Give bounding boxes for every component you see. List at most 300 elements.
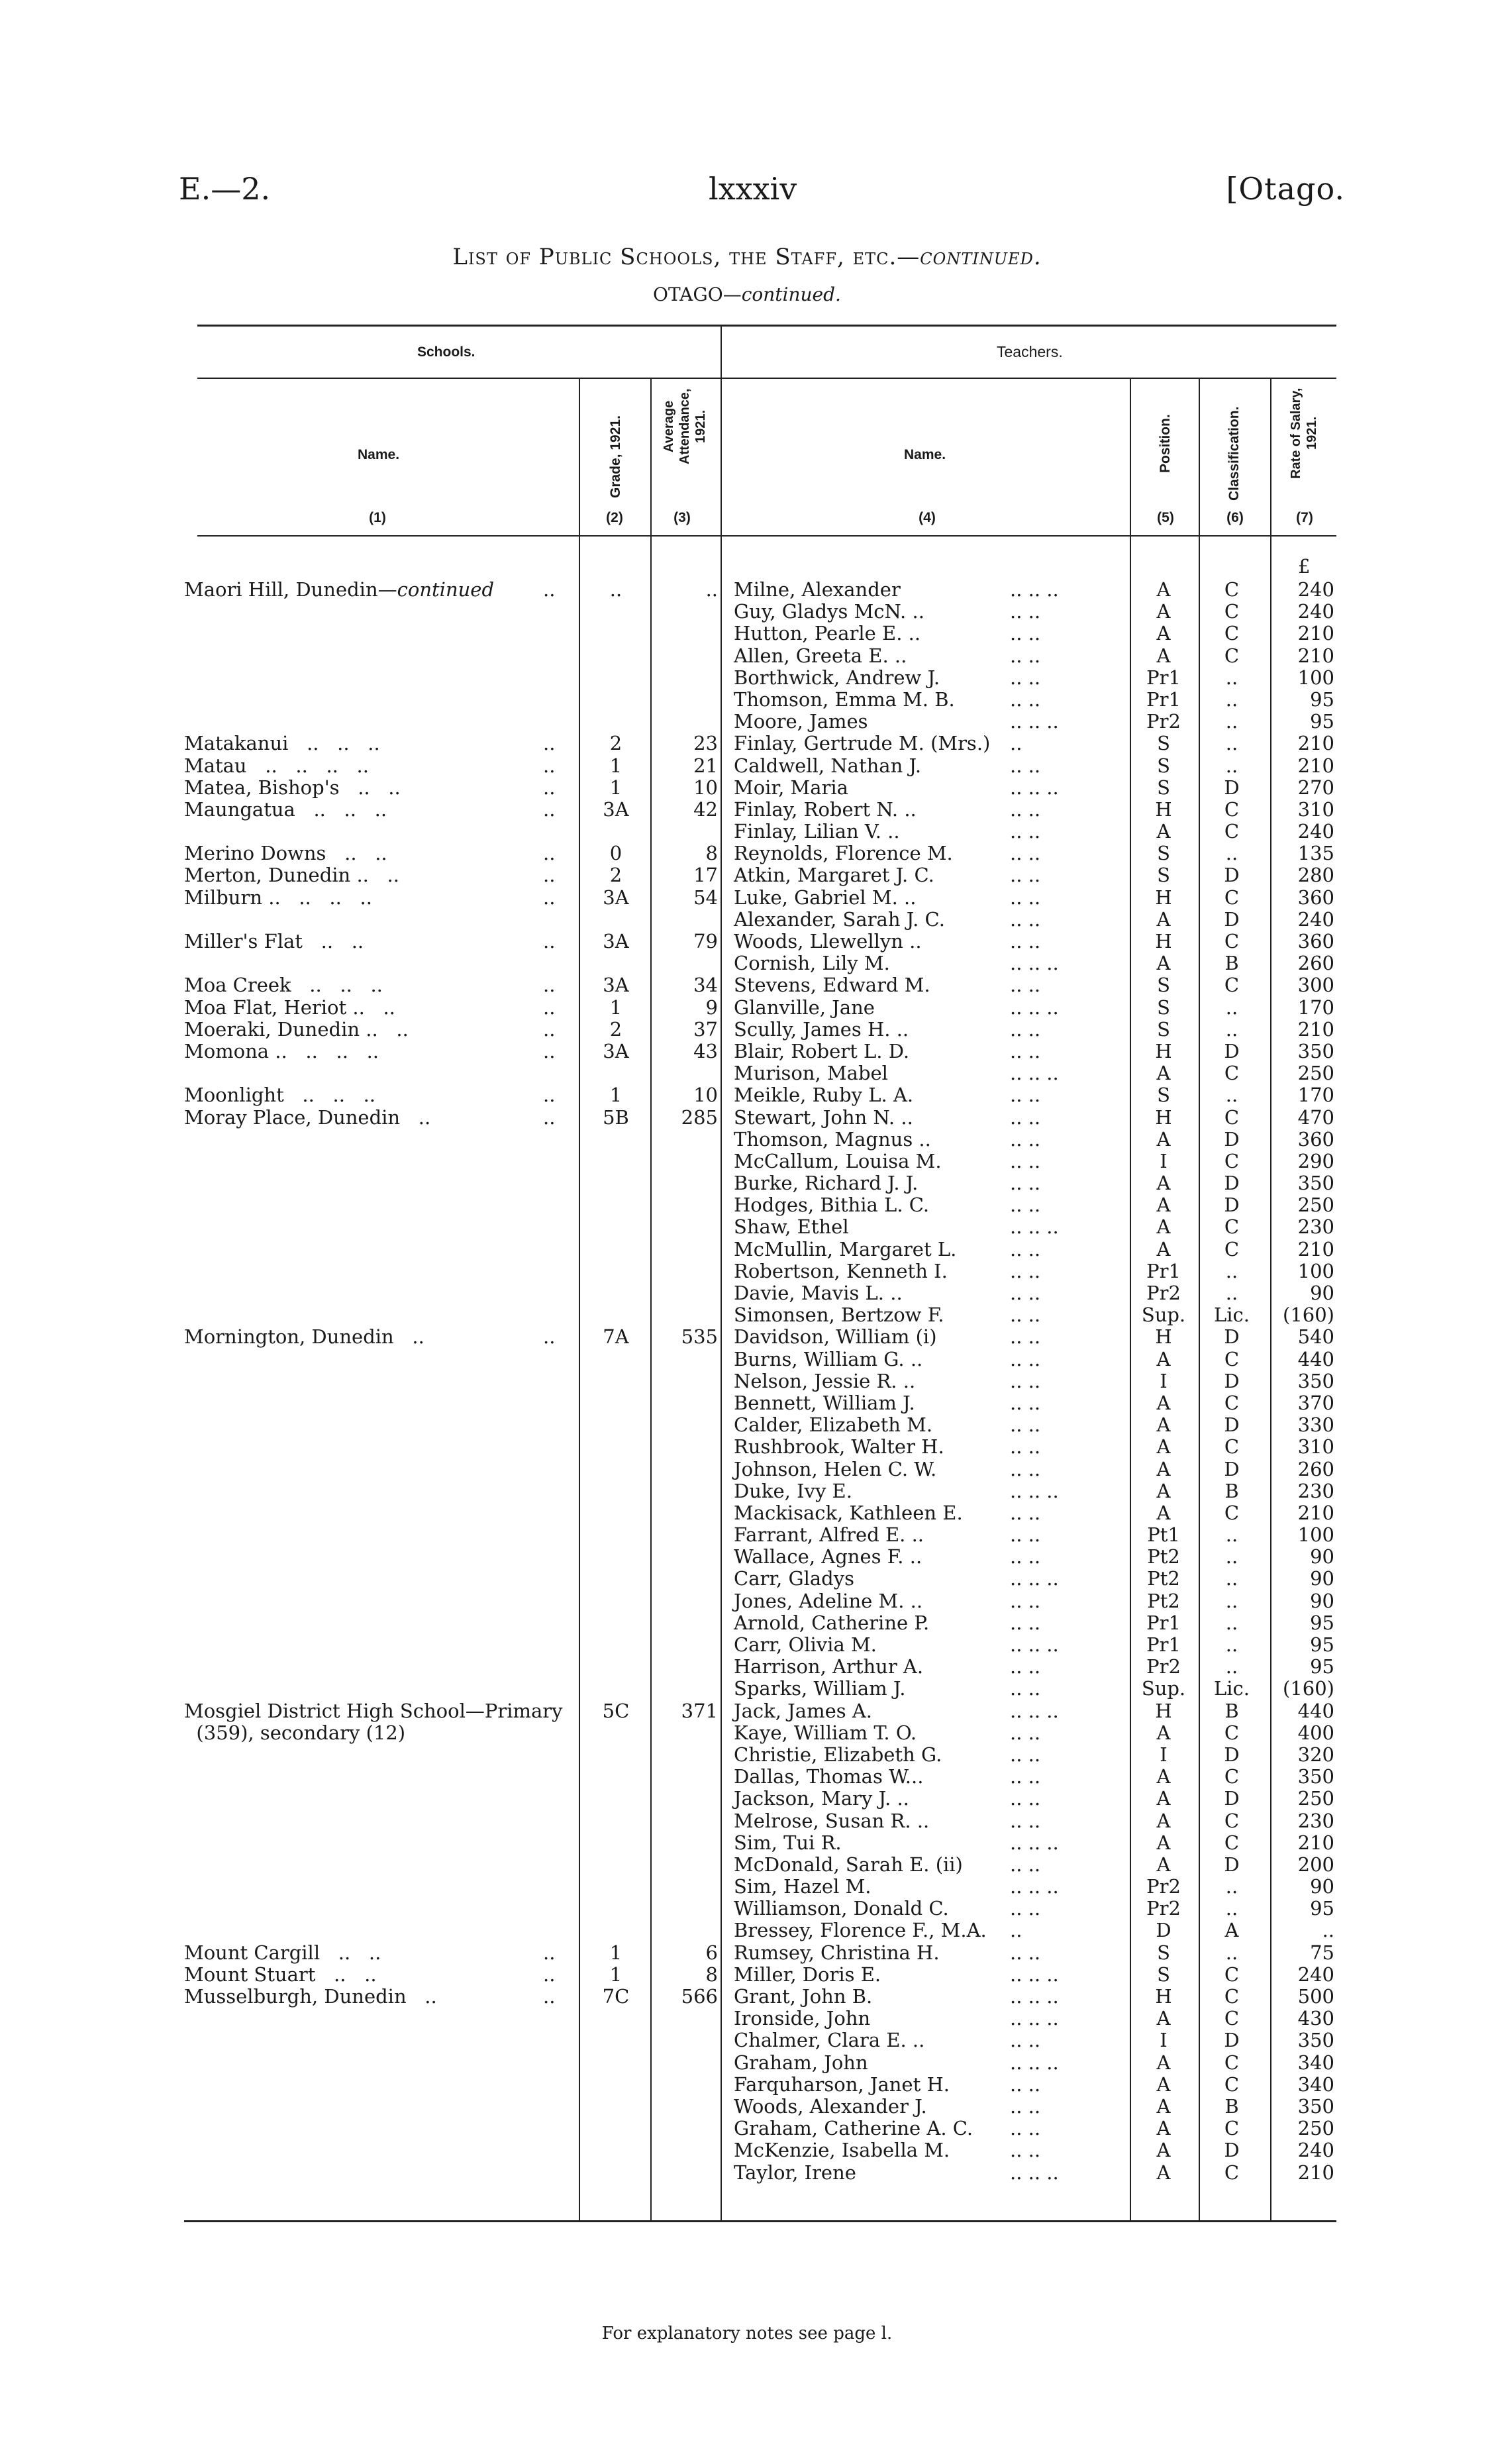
teacher-name-cell: Mackisack, Kathleen E. [734,1501,963,1524]
salary-cell: 210 [1297,1017,1334,1041]
table-row [0,2008,1494,2029]
salary-cell: .. [1322,1919,1334,1942]
table-bottom-rule [184,2220,1336,2222]
grade-cell: 1 [609,996,622,1019]
position-cell: A [1156,1194,1171,1217]
position-cell: H [1155,1105,1172,1129]
classification-cell: D [1224,2139,1240,2162]
position-cell: Pr1 [1146,666,1181,689]
classification-cell: C [1224,622,1240,645]
table-row [0,2074,1494,2096]
teacher-name-cell: Shaw, Ethel [734,1215,849,1239]
salary-cell: 250 [1297,1062,1334,1085]
position-cell: Pr2 [1146,710,1181,733]
school-name-cell: Moa Flat, Heriot .. .. [184,996,395,1019]
teacher-name-cell: Carr, Gladys [734,1567,855,1590]
attendance-cell: 8 [705,842,718,865]
table-row [0,864,1494,886]
attendance-cell: 42 [693,797,718,821]
teachers-group-header: Teachers. [997,343,1063,360]
position-cell: A [1156,1809,1171,1832]
classification-cell: C [1224,1809,1240,1832]
leader-dots: .. [543,974,556,997]
attendance-cell: 10 [693,776,718,799]
table-row [0,1260,1494,1282]
salary-cell: (160) [1283,1304,1334,1327]
table-row [0,1722,1494,1744]
leader-dots: .. .. .. [1010,1831,1059,1854]
salary-cell: 350 [1297,1039,1334,1062]
teacher-name-cell: Duke, Ivy E. [734,1479,852,1502]
attendance-cell: 566 [681,1985,718,2008]
leader-dots: .. .. [1010,2139,1041,2162]
table-row [0,2096,1494,2118]
teacher-name-cell: Stevens, Edward M. [734,974,930,997]
leader-dots: .. .. [1010,1677,1041,1700]
school-name-cell: Merino Downs .. .. [184,842,387,865]
teacher-name-cell: Carr, Olivia M. [734,1633,877,1656]
table-row [0,623,1494,644]
position-cell: H [1155,930,1172,952]
classification-cell: .. [1225,996,1238,1019]
teacher-name-cell: Finlay, Gertrude M. (Mrs.) [734,732,991,755]
classification-cell: C [1224,2117,1240,2140]
header-bottom-rule [197,535,1336,537]
classification-cell: .. [1225,754,1238,777]
salary-cell: 95 [1310,710,1334,733]
position-cell: Pt2 [1147,1567,1180,1590]
table-row [0,1634,1494,1656]
salary-cell: 95 [1310,1655,1334,1678]
position-cell: Pr2 [1146,1875,1181,1898]
classification-cell: .. [1225,1567,1238,1590]
teacher-name-cell: Sim, Tui R. [734,1831,842,1854]
salary-cell: 360 [1297,930,1334,952]
teacher-name-cell: Scully, James H. .. [734,1017,909,1041]
classification-cell: C [1224,1765,1240,1788]
column-number: (5) [1157,510,1174,525]
position-cell: A [1156,820,1171,843]
position-cell: A [1156,2161,1171,2184]
position-cell: Sup. [1141,1677,1186,1700]
grade-cell: 7A [603,1325,629,1349]
leader-dots: .. .. [1010,2029,1041,2052]
teacher-name-cell: Meikle, Ruby L. A. [734,1084,914,1107]
table-row [0,1656,1494,1678]
leader-dots: .. .. [1010,974,1041,997]
leader-dots: .. [543,1941,556,1964]
leader-dots: .. .. [1010,864,1041,887]
school-name-cell: Mount Cargill .. .. [184,1941,381,1964]
salary-cell: 260 [1297,952,1334,975]
classification-cell: D [1224,1743,1240,1766]
classification-cell: C [1224,1347,1240,1370]
currency-symbol: £ [1298,555,1311,578]
position-cell: A [1156,1853,1171,1876]
table-row [0,1810,1494,1832]
teacher-name-cell: Atkin, Margaret J. C. [734,864,934,887]
classification-cell: .. [1225,1545,1238,1568]
leader-dots: .. .. [1010,1149,1041,1172]
teacher-name-cell: Cornish, Lily M. [734,952,890,975]
teacher-name-cell: Bressey, Florence F., M.A. [734,1919,987,1942]
classification-cell: .. [1225,732,1238,755]
teacher-name-cell: Stewart, John N. .. [734,1105,913,1129]
classification-cell: .. [1225,1655,1238,1678]
table-row [0,821,1494,843]
classification-cell: .. [1225,1282,1238,1304]
position-cell: A [1156,1127,1171,1151]
teacher-name-cell: Graham, Catherine A. C. [734,2117,973,2140]
teacher-name-cell: Reynolds, Florence M. [734,842,953,865]
leader-dots: .. .. [1010,644,1041,667]
salary-cell: 210 [1297,1501,1334,1524]
salary-cell: 210 [1297,1831,1334,1854]
leader-dots: .. .. [1010,2094,1041,2118]
leader-dots: .. [543,754,556,777]
leader-dots: .. .. [1010,1172,1041,1195]
grade-cell: 2 [609,732,622,755]
salary-cell: (160) [1283,1677,1334,1700]
position-cell: S [1157,776,1170,799]
classification-cell: D [1224,1172,1240,1195]
leader-dots: .. .. [1010,886,1041,909]
leader-dots: .. .. [1010,1765,1041,1788]
table-row [0,1920,1494,1941]
leader-dots: .. .. [1010,1941,1041,1964]
position-cell: Pt2 [1147,1545,1180,1568]
school-name-cell: Matau .. .. .. .. [184,754,369,777]
school-name-cell: Moa Creek .. .. .. [184,974,383,997]
table-row [0,952,1494,974]
column-number: (1) [369,510,386,525]
leader-dots: .. .. [1010,907,1041,931]
table-row [0,1876,1494,1898]
salary-cell: 470 [1297,1105,1334,1129]
leader-dots: .. [543,996,556,1019]
salary-cell: 310 [1297,1435,1334,1459]
grade-cell: 1 [609,1084,622,1107]
table-body [0,579,1494,2184]
leader-dots: .. .. [1010,1237,1041,1260]
salary-cell: 90 [1310,1875,1334,1898]
classification-cell: C [1224,644,1240,667]
position-cell: A [1156,1062,1171,1085]
schools-group-header: Schools. [417,344,475,360]
grade-cell: .. [609,578,622,601]
teacher-name-cell: Davie, Mavis L. .. [734,1282,903,1304]
teacher-name-cell: Calder, Elizabeth M. [734,1413,933,1437]
page-title: List of Public Schools, the Staff, etc.—continued. [452,244,1042,270]
leader-dots: .. .. [1010,1589,1041,1612]
classification-cell: .. [1225,1633,1238,1656]
teacher-name-cell: Harrison, Arthur A. [734,1655,924,1678]
attendance-cell: 79 [693,930,718,952]
salary-cell: 440 [1297,1699,1334,1722]
table-row [0,1524,1494,1546]
leader-dots: .. .. [1010,1853,1041,1876]
leader-dots: .. .. .. [1010,2161,1059,2184]
position-cell: I [1160,1743,1168,1766]
position-cell: Sup. [1141,1304,1186,1327]
table-row [0,777,1494,799]
table-row [0,1459,1494,1480]
teacher-name-cell: Arnold, Catherine P. [734,1611,930,1634]
classification-cell: C [1224,1062,1240,1085]
table-row [0,2118,1494,2139]
leader-dots: .. [543,1084,556,1107]
grade-cell: 1 [609,776,622,799]
classification-cell: B [1224,1699,1239,1722]
classification-cell: D [1224,1039,1240,1062]
table-row [0,1612,1494,1634]
salary-cell: 210 [1297,622,1334,645]
column-number: (6) [1226,510,1244,525]
classification-cell: C [1224,1149,1240,1172]
leader-dots: .. .. .. [1010,1875,1059,1898]
teacher-name-cell: Dallas, Thomas W... [734,1765,924,1788]
classification-cell: D [1224,864,1240,887]
teacher-name-cell: Woods, Alexander J. [734,2094,927,2118]
attendance-cell: 6 [705,1941,718,1964]
salary-cell: 440 [1297,1347,1334,1370]
leader-dots: .. .. [1010,1369,1041,1392]
classification-cell: .. [1225,1897,1238,1920]
attendance-cell: 43 [693,1039,718,1062]
leader-dots: .. .. .. [1010,2007,1059,2030]
leader-dots: .. [543,1105,556,1129]
table-row [0,1326,1494,1348]
table-row [0,1700,1494,1722]
salary-cell: 400 [1297,1721,1334,1744]
leader-dots: .. .. .. [1010,1479,1059,1502]
table-row [0,1349,1494,1370]
region-heading: [Otago. [1226,171,1345,207]
position-cell: A [1156,2117,1171,2140]
group-header-rule [197,378,1336,379]
position-cell: A [1156,1435,1171,1459]
classification-cell: C [1224,1215,1240,1239]
classification-cell: C [1224,1721,1240,1744]
table-row [0,799,1494,821]
position-cell: A [1156,2094,1171,2118]
position-cell: S [1157,732,1170,755]
leader-dots: .. .. [1010,754,1041,777]
salary-cell: 250 [1297,1787,1334,1810]
salary-cell: 540 [1297,1325,1334,1349]
position-cell: I [1160,1149,1168,1172]
position-cell: A [1156,952,1171,975]
leader-dots: .. [543,1963,556,1986]
salary-cell: 95 [1310,688,1334,711]
salary-cell: 360 [1297,1127,1334,1151]
position-cell: Pr2 [1146,1282,1181,1304]
salary-cell: 95 [1310,1611,1334,1634]
grade-cell: 3A [603,1039,629,1062]
attendance-cell: 23 [693,732,718,755]
position-cell: A [1156,2139,1171,2162]
teacher-name-cell: Ironside, John [734,2007,871,2030]
classification-cell: C [1224,1105,1240,1129]
leader-dots: .. .. [1010,1787,1041,1810]
position-cell: A [1156,1413,1171,1437]
teacher-name-cell: Jackson, Mary J. .. [734,1787,909,1810]
table-row [0,1304,1494,1326]
position-cell: A [1156,1391,1171,1414]
position-cell: Pr1 [1146,688,1181,711]
table-row [0,909,1494,931]
classification-cell: .. [1225,710,1238,733]
salary-cell: 270 [1297,776,1334,799]
teacher-name-cell: Alexander, Sarah J. C. [734,907,945,931]
leader-dots: .. .. [1010,1501,1041,1524]
salary-cell: 360 [1297,886,1334,909]
salary-cell: 280 [1297,864,1334,887]
salary-cell: 250 [1297,2117,1334,2140]
salary-cell: 240 [1297,578,1334,601]
table-row [0,667,1494,689]
teacher-name-cell: Melrose, Susan R. .. [734,1809,930,1832]
leader-dots: .. .. [1010,622,1041,645]
school-name-cell: Momona .. .. .. .. [184,1039,379,1062]
table-row [0,1854,1494,1876]
table-row [0,2029,1494,2051]
teacher-name-cell: Luke, Gabriel M. .. [734,886,917,909]
salary-cell: 100 [1297,1259,1334,1282]
table-row [0,1986,1494,2008]
classification-cell: C [1224,578,1240,601]
attendance-cell: 371 [681,1699,718,1722]
classification-cell: D [1224,1457,1240,1480]
leader-dots: .. .. .. [1010,710,1059,733]
table-row [0,601,1494,623]
classification-cell: .. [1225,688,1238,711]
school-name-cell: Moray Place, Dunedin .. [184,1105,431,1129]
leader-dots: .. [543,1985,556,2008]
position-cell: A [1156,1457,1171,1480]
position-cell: S [1157,1084,1170,1107]
teacher-name-cell: Burns, William G. .. [734,1347,923,1370]
position-cell: A [1156,644,1171,667]
attendance-cell: 285 [681,1105,718,1129]
salary-cell: 260 [1297,1457,1334,1480]
classification-cell: C [1224,2073,1240,2096]
table-row [0,1151,1494,1172]
leader-dots: .. [1010,732,1022,755]
leader-dots: .. [543,732,556,755]
classification-cell: C [1224,1985,1240,2008]
teacher-name-cell: Taylor, Irene [734,2161,856,2184]
classification-cell: C [1224,1435,1240,1459]
position-cell: Pr1 [1146,1633,1181,1656]
school-name-cell: Musselburgh, Dunedin .. [184,1985,437,2008]
attendance-cell: 34 [693,974,718,997]
leader-dots: .. .. [1010,1127,1041,1151]
grade-cell: 1 [609,754,622,777]
teacher-name-cell: Sim, Hazel M. [734,1875,872,1898]
position-cell: A [1156,1721,1171,1744]
leader-dots: .. .. [1010,1105,1041,1129]
table-row [0,1216,1494,1238]
teacher-name-cell: Robertson, Kenneth I. [734,1259,948,1282]
leader-dots: .. .. .. [1010,578,1059,601]
table-row [0,1898,1494,1920]
teacher-name-cell: Graham, John [734,2051,868,2074]
position-cell: Pr2 [1146,1897,1181,1920]
table-row [0,1766,1494,1788]
table-row [0,2162,1494,2184]
classification-cell: D [1224,1853,1240,1876]
table-row [0,1436,1494,1458]
salary-cell: 350 [1297,1172,1334,1195]
salary-cell: 210 [1297,1237,1334,1260]
salary-cell: 370 [1297,1391,1334,1414]
position-cell: H [1155,1039,1172,1062]
table-top-rule [197,325,1336,327]
teacher-name-cell: Milne, Alexander [734,578,901,601]
position-cell: H [1155,1699,1172,1722]
school-name-cell: Maori Hill, Dunedin—continued [184,578,495,601]
classification-cell: D [1224,1194,1240,1217]
salary-cell: 210 [1297,644,1334,667]
position-cell: H [1155,797,1172,821]
salary-cell: 240 [1297,2139,1334,2162]
table-row [0,1788,1494,1810]
leader-dots: .. .. .. [1010,1699,1059,1722]
classification-cell: D [1224,2029,1240,2052]
salary-cell: 170 [1297,996,1334,1019]
classification-cell: D [1224,776,1240,799]
grade-cell: 2 [609,1017,622,1041]
salary-header: Rate of Salary, 1921. [1289,387,1319,479]
teacher-name-cell: Borthwick, Andrew J. [734,666,940,689]
grade-cell: 3A [603,886,629,909]
leader-dots: .. [543,886,556,909]
classification-cell: .. [1225,1084,1238,1107]
attendance-cell: 8 [705,1963,718,1986]
position-cell: A [1156,1479,1171,1502]
classification-cell: C [1224,1963,1240,1986]
footnote: For explanatory notes see page l. [601,2324,893,2343]
salary-cell: 100 [1297,666,1334,689]
leader-dots: .. .. [1010,1721,1041,1744]
leader-dots: .. .. [1010,1084,1041,1107]
position-cell: S [1157,1963,1170,1986]
teacher-name-cell: Bennett, William J. [734,1391,915,1414]
position-cell: A [1156,2051,1171,2074]
leader-dots: .. .. [1010,1457,1041,1480]
leader-dots: .. .. [1010,1017,1041,1041]
grade-cell: 0 [609,842,622,865]
classification-cell: .. [1225,1017,1238,1041]
salary-cell: 330 [1297,1413,1334,1437]
school-name-cell: Miller's Flat .. .. [184,930,364,952]
teacher-name-cell: Burke, Richard J. J. [734,1172,919,1195]
classification-cell: B [1224,2094,1239,2118]
school-name-cell: Maungatua .. .. .. [184,797,387,821]
column-number: (2) [606,510,623,525]
teacher-name-cell: Sparks, William J. [734,1677,906,1700]
teacher-name-cell: Finlay, Robert N. .. [734,797,917,821]
classification-cell: .. [1225,1523,1238,1547]
leader-dots: .. .. [1010,1435,1041,1459]
table-row [0,1546,1494,1568]
table-row [0,1964,1494,1986]
position-cell: S [1157,864,1170,887]
classification-cell: C [1224,2007,1240,2030]
salary-cell: 90 [1310,1589,1334,1612]
position-cell: A [1156,2073,1171,2096]
